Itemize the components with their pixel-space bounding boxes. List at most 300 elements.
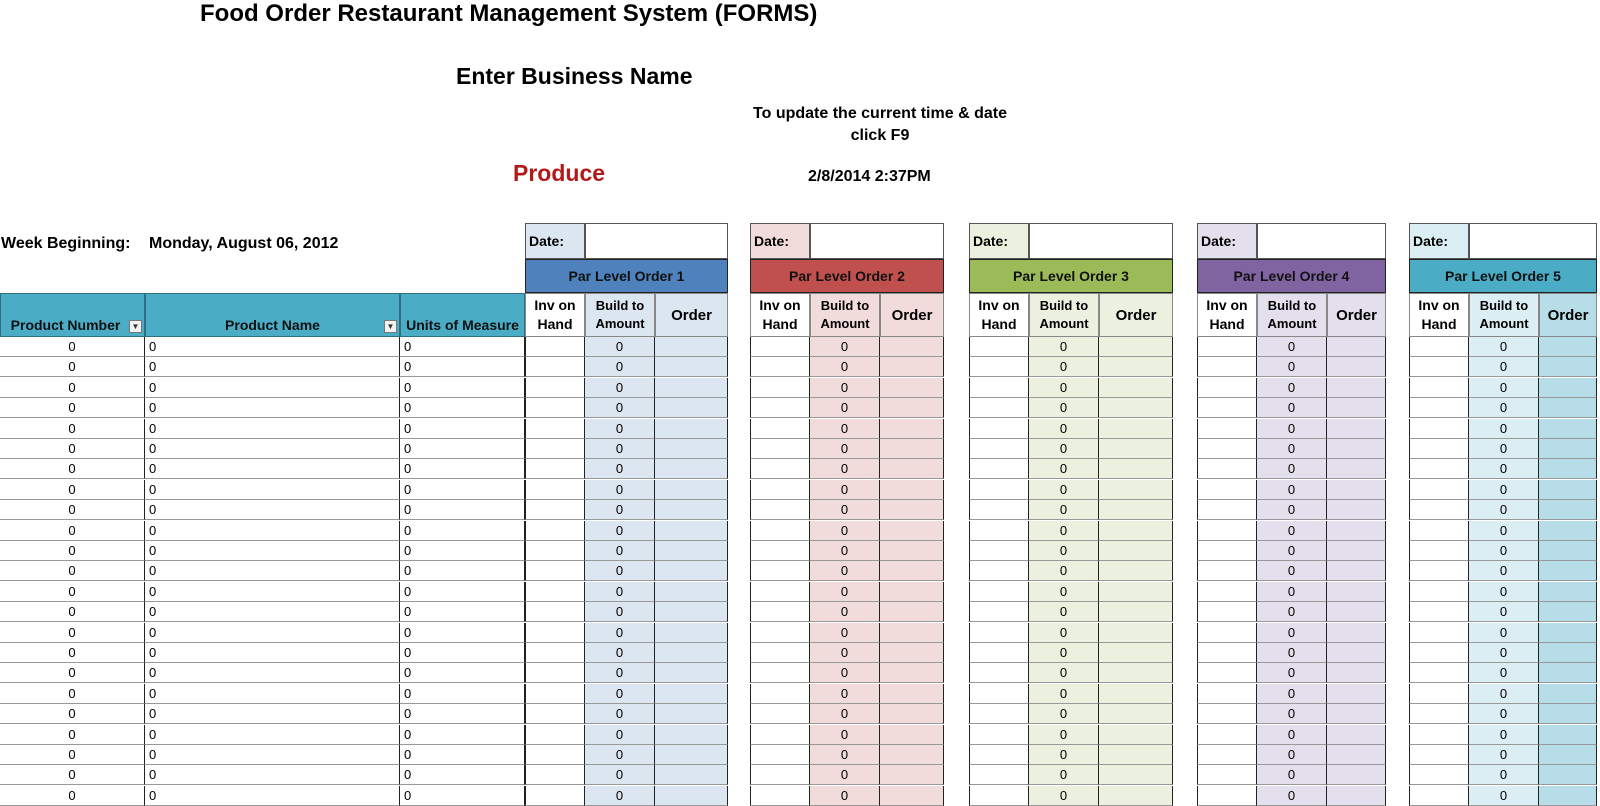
order-cell[interactable] xyxy=(1539,684,1597,704)
inv-on-hand-cell[interactable] xyxy=(969,745,1029,765)
order-cell[interactable] xyxy=(1099,398,1173,418)
order-cell[interactable] xyxy=(655,765,728,785)
product-number-cell[interactable]: 0 xyxy=(0,500,145,520)
product-name-cell[interactable]: 0 xyxy=(145,500,400,520)
order-cell[interactable] xyxy=(880,623,944,643)
inv-on-hand-cell[interactable] xyxy=(1409,480,1469,500)
inv-on-hand-cell[interactable] xyxy=(1197,602,1257,622)
product-number-cell[interactable]: 0 xyxy=(0,439,145,459)
inv-on-hand-cell[interactable] xyxy=(750,602,810,622)
product-number-cell[interactable]: 0 xyxy=(0,643,145,663)
product-name-cell[interactable]: 0 xyxy=(145,623,400,643)
inv-on-hand-cell[interactable] xyxy=(750,786,810,806)
product-number-cell[interactable]: 0 xyxy=(0,765,145,785)
order-cell[interactable] xyxy=(655,337,728,357)
filter-dropdown-icon[interactable]: ▼ xyxy=(129,320,142,333)
inv-on-hand-cell[interactable] xyxy=(1409,725,1469,745)
order-cell[interactable] xyxy=(655,521,728,541)
order-cell[interactable] xyxy=(1539,337,1597,357)
inv-on-hand-cell[interactable] xyxy=(1409,643,1469,663)
units-cell[interactable]: 0 xyxy=(400,704,525,724)
product-name-cell[interactable]: 0 xyxy=(145,378,400,398)
inv-on-hand-cell[interactable] xyxy=(525,684,585,704)
inv-on-hand-cell[interactable] xyxy=(1409,765,1469,785)
order-cell[interactable] xyxy=(880,684,944,704)
order-cell[interactable] xyxy=(1539,561,1597,581)
inv-on-hand-cell[interactable] xyxy=(750,663,810,683)
order-cell[interactable] xyxy=(1327,725,1386,745)
order-cell[interactable] xyxy=(1539,398,1597,418)
inv-on-hand-cell[interactable] xyxy=(1197,704,1257,724)
inv-on-hand-cell[interactable] xyxy=(1197,337,1257,357)
inv-on-hand-cell[interactable] xyxy=(1197,419,1257,439)
order-cell[interactable] xyxy=(880,419,944,439)
inv-on-hand-cell[interactable] xyxy=(1197,480,1257,500)
inv-on-hand-cell[interactable] xyxy=(969,521,1029,541)
order-cell[interactable] xyxy=(655,459,728,479)
order-cell[interactable] xyxy=(880,704,944,724)
inv-on-hand-cell[interactable] xyxy=(969,704,1029,724)
inv-on-hand-cell[interactable] xyxy=(969,500,1029,520)
date-input-3[interactable] xyxy=(1029,223,1173,259)
product-name-cell[interactable]: 0 xyxy=(145,398,400,418)
inv-on-hand-cell[interactable] xyxy=(1197,439,1257,459)
product-name-cell[interactable]: 0 xyxy=(145,337,400,357)
order-cell[interactable] xyxy=(1327,480,1386,500)
inv-on-hand-cell[interactable] xyxy=(750,459,810,479)
inv-on-hand-cell[interactable] xyxy=(750,337,810,357)
product-name-cell[interactable]: 0 xyxy=(145,521,400,541)
order-cell[interactable] xyxy=(655,541,728,561)
product-number-cell[interactable]: 0 xyxy=(0,398,145,418)
order-cell[interactable] xyxy=(880,582,944,602)
units-cell[interactable]: 0 xyxy=(400,765,525,785)
inv-on-hand-cell[interactable] xyxy=(525,704,585,724)
inv-on-hand-cell[interactable] xyxy=(525,378,585,398)
order-cell[interactable] xyxy=(655,704,728,724)
order-cell[interactable] xyxy=(880,725,944,745)
inv-on-hand-cell[interactable] xyxy=(1409,500,1469,520)
inv-on-hand-cell[interactable] xyxy=(525,765,585,785)
units-cell[interactable]: 0 xyxy=(400,439,525,459)
inv-on-hand-cell[interactable] xyxy=(750,398,810,418)
product-number-cell[interactable]: 0 xyxy=(0,419,145,439)
order-cell[interactable] xyxy=(880,337,944,357)
order-cell[interactable] xyxy=(1099,337,1173,357)
inv-on-hand-cell[interactable] xyxy=(750,745,810,765)
inv-on-hand-cell[interactable] xyxy=(525,786,585,806)
order-cell[interactable] xyxy=(655,439,728,459)
inv-on-hand-cell[interactable] xyxy=(750,643,810,663)
inv-on-hand-cell[interactable] xyxy=(1409,623,1469,643)
inv-on-hand-cell[interactable] xyxy=(1409,561,1469,581)
units-cell[interactable]: 0 xyxy=(400,663,525,683)
units-cell[interactable]: 0 xyxy=(400,337,525,357)
units-cell[interactable]: 0 xyxy=(400,643,525,663)
inv-on-hand-cell[interactable] xyxy=(525,582,585,602)
order-cell[interactable] xyxy=(880,602,944,622)
units-cell[interactable]: 0 xyxy=(400,684,525,704)
inv-on-hand-cell[interactable] xyxy=(1197,684,1257,704)
product-name-cell[interactable]: 0 xyxy=(145,602,400,622)
inv-on-hand-cell[interactable] xyxy=(969,398,1029,418)
inv-on-hand-cell[interactable] xyxy=(525,439,585,459)
order-cell[interactable] xyxy=(1099,521,1173,541)
inv-on-hand-cell[interactable] xyxy=(1409,602,1469,622)
order-cell[interactable] xyxy=(1099,378,1173,398)
order-cell[interactable] xyxy=(1539,459,1597,479)
order-cell[interactable] xyxy=(1539,623,1597,643)
order-cell[interactable] xyxy=(1099,459,1173,479)
order-cell[interactable] xyxy=(1327,684,1386,704)
inv-on-hand-cell[interactable] xyxy=(969,725,1029,745)
order-cell[interactable] xyxy=(1539,582,1597,602)
product-name-cell[interactable]: 0 xyxy=(145,459,400,479)
inv-on-hand-cell[interactable] xyxy=(1197,765,1257,785)
inv-on-hand-cell[interactable] xyxy=(525,521,585,541)
order-cell[interactable] xyxy=(1327,419,1386,439)
order-cell[interactable] xyxy=(1327,500,1386,520)
product-number-cell[interactable]: 0 xyxy=(0,663,145,683)
order-cell[interactable] xyxy=(1539,439,1597,459)
inv-on-hand-cell[interactable] xyxy=(1409,419,1469,439)
inv-on-hand-cell[interactable] xyxy=(525,480,585,500)
units-cell[interactable]: 0 xyxy=(400,561,525,581)
inv-on-hand-cell[interactable] xyxy=(1409,439,1469,459)
inv-on-hand-cell[interactable] xyxy=(525,500,585,520)
units-cell[interactable]: 0 xyxy=(400,745,525,765)
order-cell[interactable] xyxy=(1539,745,1597,765)
order-cell[interactable] xyxy=(1099,561,1173,581)
order-cell[interactable] xyxy=(1539,725,1597,745)
inv-on-hand-cell[interactable] xyxy=(969,337,1029,357)
product-number-cell[interactable]: 0 xyxy=(0,459,145,479)
order-cell[interactable] xyxy=(655,684,728,704)
product-name-cell[interactable]: 0 xyxy=(145,561,400,581)
product-name-cell[interactable]: 0 xyxy=(145,745,400,765)
order-cell[interactable] xyxy=(1539,500,1597,520)
product-number-cell[interactable]: 0 xyxy=(0,357,145,377)
inv-on-hand-cell[interactable] xyxy=(1197,398,1257,418)
order-cell[interactable] xyxy=(655,480,728,500)
product-number-cell[interactable]: 0 xyxy=(0,541,145,561)
product-name-cell[interactable]: 0 xyxy=(145,439,400,459)
order-cell[interactable] xyxy=(880,663,944,683)
order-cell[interactable] xyxy=(1099,765,1173,785)
order-cell[interactable] xyxy=(1327,398,1386,418)
filter-dropdown-icon[interactable]: ▼ xyxy=(384,320,397,333)
order-cell[interactable] xyxy=(880,398,944,418)
inv-on-hand-cell[interactable] xyxy=(525,623,585,643)
product-name-cell[interactable]: 0 xyxy=(145,786,400,806)
order-cell[interactable] xyxy=(1099,602,1173,622)
order-cell[interactable] xyxy=(1539,663,1597,683)
inv-on-hand-cell[interactable] xyxy=(1409,378,1469,398)
inv-on-hand-cell[interactable] xyxy=(750,439,810,459)
units-cell[interactable]: 0 xyxy=(400,419,525,439)
inv-on-hand-cell[interactable] xyxy=(1197,561,1257,581)
order-cell[interactable] xyxy=(1099,500,1173,520)
product-number-cell[interactable]: 0 xyxy=(0,704,145,724)
inv-on-hand-cell[interactable] xyxy=(750,521,810,541)
order-cell[interactable] xyxy=(1327,521,1386,541)
order-cell[interactable] xyxy=(880,480,944,500)
week-beginning-value[interactable]: Monday, August 06, 2012 xyxy=(149,235,339,252)
inv-on-hand-cell[interactable] xyxy=(1409,357,1469,377)
order-cell[interactable] xyxy=(1327,765,1386,785)
order-cell[interactable] xyxy=(880,561,944,581)
order-cell[interactable] xyxy=(1099,786,1173,806)
order-cell[interactable] xyxy=(1539,378,1597,398)
order-cell[interactable] xyxy=(1539,541,1597,561)
inv-on-hand-cell[interactable] xyxy=(1197,643,1257,663)
inv-on-hand-cell[interactable] xyxy=(750,684,810,704)
order-cell[interactable] xyxy=(1539,419,1597,439)
order-cell[interactable] xyxy=(1539,602,1597,622)
inv-on-hand-cell[interactable] xyxy=(1197,663,1257,683)
inv-on-hand-cell[interactable] xyxy=(969,582,1029,602)
inv-on-hand-cell[interactable] xyxy=(525,602,585,622)
product-number-cell[interactable]: 0 xyxy=(0,786,145,806)
order-cell[interactable] xyxy=(880,745,944,765)
product-name-cell[interactable]: 0 xyxy=(145,725,400,745)
order-cell[interactable] xyxy=(1327,337,1386,357)
inv-on-hand-cell[interactable] xyxy=(1409,582,1469,602)
inv-on-hand-cell[interactable] xyxy=(969,459,1029,479)
units-cell[interactable]: 0 xyxy=(400,398,525,418)
inv-on-hand-cell[interactable] xyxy=(1197,357,1257,377)
inv-on-hand-cell[interactable] xyxy=(750,500,810,520)
inv-on-hand-cell[interactable] xyxy=(750,419,810,439)
inv-on-hand-cell[interactable] xyxy=(969,765,1029,785)
order-cell[interactable] xyxy=(1539,643,1597,663)
inv-on-hand-cell[interactable] xyxy=(969,643,1029,663)
order-cell[interactable] xyxy=(1327,582,1386,602)
product-number-cell[interactable]: 0 xyxy=(0,684,145,704)
inv-on-hand-cell[interactable] xyxy=(969,684,1029,704)
inv-on-hand-cell[interactable] xyxy=(1409,704,1469,724)
inv-on-hand-cell[interactable] xyxy=(525,398,585,418)
order-cell[interactable] xyxy=(1327,357,1386,377)
units-cell[interactable]: 0 xyxy=(400,541,525,561)
order-cell[interactable] xyxy=(880,500,944,520)
inv-on-hand-cell[interactable] xyxy=(525,725,585,745)
inv-on-hand-cell[interactable] xyxy=(750,765,810,785)
date-input-4[interactable] xyxy=(1257,223,1386,259)
order-cell[interactable] xyxy=(1539,521,1597,541)
order-cell[interactable] xyxy=(655,561,728,581)
order-cell[interactable] xyxy=(655,500,728,520)
units-cell[interactable]: 0 xyxy=(400,500,525,520)
product-name-cell[interactable]: 0 xyxy=(145,663,400,683)
product-name-cell[interactable]: 0 xyxy=(145,582,400,602)
inv-on-hand-cell[interactable] xyxy=(1409,684,1469,704)
inv-on-hand-cell[interactable] xyxy=(525,419,585,439)
order-cell[interactable] xyxy=(1327,541,1386,561)
inv-on-hand-cell[interactable] xyxy=(750,378,810,398)
order-cell[interactable] xyxy=(1099,480,1173,500)
order-cell[interactable] xyxy=(1099,623,1173,643)
inv-on-hand-cell[interactable] xyxy=(1197,725,1257,745)
inv-on-hand-cell[interactable] xyxy=(1197,500,1257,520)
order-cell[interactable] xyxy=(655,582,728,602)
product-name-cell[interactable]: 0 xyxy=(145,704,400,724)
product-number-cell[interactable]: 0 xyxy=(0,561,145,581)
inv-on-hand-cell[interactable] xyxy=(750,623,810,643)
inv-on-hand-cell[interactable] xyxy=(525,561,585,581)
product-name-cell[interactable]: 0 xyxy=(145,480,400,500)
inv-on-hand-cell[interactable] xyxy=(1197,786,1257,806)
order-cell[interactable] xyxy=(1099,439,1173,459)
inv-on-hand-cell[interactable] xyxy=(750,582,810,602)
order-cell[interactable] xyxy=(1099,745,1173,765)
order-cell[interactable] xyxy=(655,419,728,439)
inv-on-hand-cell[interactable] xyxy=(969,602,1029,622)
order-cell[interactable] xyxy=(1327,439,1386,459)
inv-on-hand-cell[interactable] xyxy=(750,357,810,377)
units-cell[interactable]: 0 xyxy=(400,725,525,745)
order-cell[interactable] xyxy=(1539,765,1597,785)
inv-on-hand-cell[interactable] xyxy=(1409,745,1469,765)
order-cell[interactable] xyxy=(1099,725,1173,745)
date-input-1[interactable] xyxy=(585,223,728,259)
inv-on-hand-cell[interactable] xyxy=(1197,745,1257,765)
inv-on-hand-cell[interactable] xyxy=(525,357,585,377)
order-cell[interactable] xyxy=(1099,663,1173,683)
order-cell[interactable] xyxy=(880,378,944,398)
order-cell[interactable] xyxy=(1099,357,1173,377)
order-cell[interactable] xyxy=(1327,663,1386,683)
inv-on-hand-cell[interactable] xyxy=(525,459,585,479)
order-cell[interactable] xyxy=(880,521,944,541)
product-number-cell[interactable]: 0 xyxy=(0,602,145,622)
product-number-cell[interactable]: 0 xyxy=(0,623,145,643)
order-cell[interactable] xyxy=(655,398,728,418)
order-cell[interactable] xyxy=(1539,480,1597,500)
inv-on-hand-cell[interactable] xyxy=(969,378,1029,398)
inv-on-hand-cell[interactable] xyxy=(1197,521,1257,541)
inv-on-hand-cell[interactable] xyxy=(525,541,585,561)
business-name[interactable]: Enter Business Name xyxy=(456,63,693,89)
order-cell[interactable] xyxy=(655,786,728,806)
order-cell[interactable] xyxy=(655,663,728,683)
order-cell[interactable] xyxy=(655,623,728,643)
order-cell[interactable] xyxy=(1327,745,1386,765)
inv-on-hand-cell[interactable] xyxy=(1409,459,1469,479)
product-name-cell[interactable]: 0 xyxy=(145,684,400,704)
order-cell[interactable] xyxy=(1327,602,1386,622)
units-cell[interactable]: 0 xyxy=(400,602,525,622)
inv-on-hand-cell[interactable] xyxy=(1197,378,1257,398)
product-number-cell[interactable]: 0 xyxy=(0,337,145,357)
inv-on-hand-cell[interactable] xyxy=(1197,582,1257,602)
units-cell[interactable]: 0 xyxy=(400,357,525,377)
product-name-cell[interactable]: 0 xyxy=(145,357,400,377)
order-cell[interactable] xyxy=(1327,786,1386,806)
inv-on-hand-cell[interactable] xyxy=(969,786,1029,806)
inv-on-hand-cell[interactable] xyxy=(969,623,1029,643)
order-cell[interactable] xyxy=(1327,459,1386,479)
inv-on-hand-cell[interactable] xyxy=(1409,786,1469,806)
inv-on-hand-cell[interactable] xyxy=(750,704,810,724)
inv-on-hand-cell[interactable] xyxy=(750,725,810,745)
order-cell[interactable] xyxy=(655,357,728,377)
order-cell[interactable] xyxy=(1539,704,1597,724)
order-cell[interactable] xyxy=(1099,419,1173,439)
inv-on-hand-cell[interactable] xyxy=(1409,337,1469,357)
order-cell[interactable] xyxy=(1539,786,1597,806)
inv-on-hand-cell[interactable] xyxy=(1409,663,1469,683)
date-input-5[interactable] xyxy=(1469,223,1597,259)
order-cell[interactable] xyxy=(1327,704,1386,724)
inv-on-hand-cell[interactable] xyxy=(525,337,585,357)
units-cell[interactable]: 0 xyxy=(400,480,525,500)
inv-on-hand-cell[interactable] xyxy=(969,561,1029,581)
units-cell[interactable]: 0 xyxy=(400,623,525,643)
inv-on-hand-cell[interactable] xyxy=(969,541,1029,561)
order-cell[interactable] xyxy=(655,745,728,765)
inv-on-hand-cell[interactable] xyxy=(750,561,810,581)
order-cell[interactable] xyxy=(1099,684,1173,704)
inv-on-hand-cell[interactable] xyxy=(525,663,585,683)
product-name-cell[interactable]: 0 xyxy=(145,541,400,561)
order-cell[interactable] xyxy=(1327,561,1386,581)
units-cell[interactable]: 0 xyxy=(400,521,525,541)
order-cell[interactable] xyxy=(655,378,728,398)
product-number-cell[interactable]: 0 xyxy=(0,521,145,541)
order-cell[interactable] xyxy=(880,643,944,663)
inv-on-hand-cell[interactable] xyxy=(750,541,810,561)
inv-on-hand-cell[interactable] xyxy=(1197,541,1257,561)
order-cell[interactable] xyxy=(1327,378,1386,398)
order-cell[interactable] xyxy=(1099,704,1173,724)
order-cell[interactable] xyxy=(880,357,944,377)
units-cell[interactable]: 0 xyxy=(400,786,525,806)
order-cell[interactable] xyxy=(1539,357,1597,377)
inv-on-hand-cell[interactable] xyxy=(525,643,585,663)
order-cell[interactable] xyxy=(655,725,728,745)
product-number-cell[interactable]: 0 xyxy=(0,745,145,765)
order-cell[interactable] xyxy=(880,459,944,479)
order-cell[interactable] xyxy=(655,602,728,622)
inv-on-hand-cell[interactable] xyxy=(1409,541,1469,561)
order-cell[interactable] xyxy=(880,765,944,785)
order-cell[interactable] xyxy=(1327,643,1386,663)
order-cell[interactable] xyxy=(1099,541,1173,561)
product-number-cell[interactable]: 0 xyxy=(0,480,145,500)
date-input-2[interactable] xyxy=(810,223,944,259)
inv-on-hand-cell[interactable] xyxy=(969,419,1029,439)
order-cell[interactable] xyxy=(655,643,728,663)
order-cell[interactable] xyxy=(880,439,944,459)
inv-on-hand-cell[interactable] xyxy=(525,745,585,765)
order-cell[interactable] xyxy=(1327,623,1386,643)
inv-on-hand-cell[interactable] xyxy=(969,480,1029,500)
product-number-cell[interactable]: 0 xyxy=(0,725,145,745)
product-name-cell[interactable]: 0 xyxy=(145,765,400,785)
inv-on-hand-cell[interactable] xyxy=(1197,459,1257,479)
order-cell[interactable] xyxy=(880,541,944,561)
order-cell[interactable] xyxy=(1099,582,1173,602)
inv-on-hand-cell[interactable] xyxy=(969,663,1029,683)
inv-on-hand-cell[interactable] xyxy=(1409,521,1469,541)
product-number-cell[interactable]: 0 xyxy=(0,378,145,398)
units-cell[interactable]: 0 xyxy=(400,378,525,398)
inv-on-hand-cell[interactable] xyxy=(969,357,1029,377)
product-name-cell[interactable]: 0 xyxy=(145,643,400,663)
order-cell[interactable] xyxy=(1099,643,1173,663)
inv-on-hand-cell[interactable] xyxy=(1197,623,1257,643)
